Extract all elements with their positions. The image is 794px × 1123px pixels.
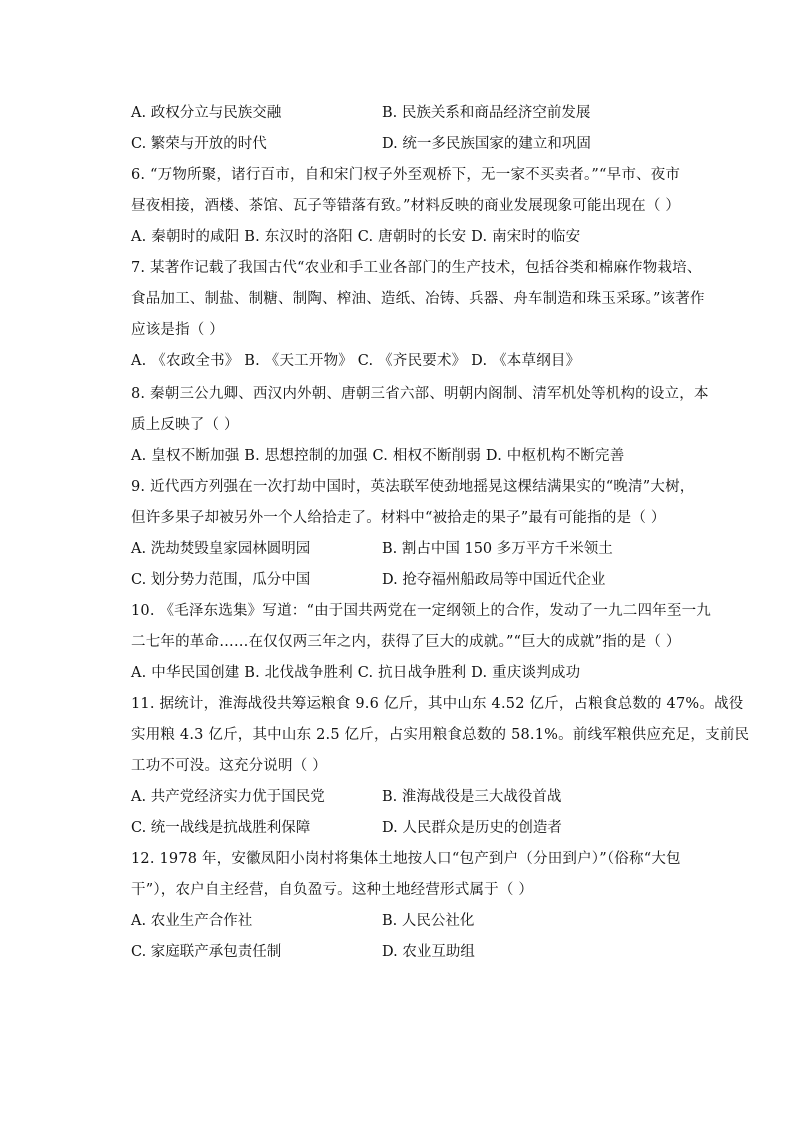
q9-option-c: C. 划分势力范围，瓜分中国 [131, 572, 311, 588]
q5-option-c: C. 繁荣与开放的时代 [131, 136, 267, 152]
q5-option-a: A. 政权分立与民族交融 [131, 105, 282, 121]
q10-stem-line1: 10. 《毛泽东选集》写道：“由于国共两党在一定纲领上的合作，发动了一九二四年至一九 [131, 603, 711, 619]
q5-option-d: D. 统一多民族国家的建立和巩固 [382, 136, 591, 152]
q6-stem-line2: 昼夜相接，酒楼、茶馆、瓦子等错落有致。”材料反映的商业发展现象可能出现在（ ） [131, 198, 681, 214]
q10-options: A. 中华民国创建 B. 北伐战争胜利 C. 抗日战争胜利 D. 重庆谈判成功 [131, 665, 581, 681]
q7-options: A. 《农政全书》 B. 《天工开物》 C. 《齐民要术》 D. 《本草纲目》 [131, 353, 581, 369]
q9-stem-line1: 9. 近代西方列强在一次打劫中国时，英法联军使劲地摇晃这棵结满果实的“晚清”大树， [131, 479, 695, 495]
q11-stem-line2: 实用粮 4.3 亿斤，其中山东 2.5 亿斤，占实用粮食总数的 58.1%。前线军粮供应充足，支前民 [131, 727, 750, 743]
q8-options: A. 皇权不断加强 B. 思想控制的加强 C. 相权不断削弱 D. 中枢机构不断完善 [131, 448, 625, 464]
q9-option-a: A. 洗劫焚毁皇家园林圆明园 [131, 541, 311, 557]
q7-stem-line2: 食品加工、制盐、制糖、制陶、榨油、造纸、冶铸、兵器、舟车制造和珠玉采琢。”该著作 [131, 291, 705, 307]
q11-option-b: B. 淮海战役是三大战役首战 [382, 789, 562, 805]
q9-option-d: D. 抢夺福州船政局等中国近代企业 [382, 572, 606, 588]
q6-options: A. 秦朝时的咸阳 B. 东汉时的洛阳 C. 唐朝时的长安 D. 南宋时的临安 [131, 229, 581, 245]
q12-stem-line1: 12. 1978 年，安徽凤阳小岗村将集体土地按人口“包产到户（分田到户）”（俗称“大包 [131, 851, 681, 867]
q11-option-c: C. 统一战线是抗战胜利保障 [131, 820, 311, 836]
q8-stem-line1: 8. 秦朝三公九卿、西汉内外朝、唐朝三省六部、明朝内阁制、清军机处等机构的设立，本 [131, 386, 709, 402]
q7-stem-line1: 7. 某著作记载了我国古代“农业和手工业各部门的生产技术，包括谷类和棉麻作物栽培、 [131, 260, 702, 276]
q11-stem-line3: 工功不可没。这充分说明（ ） [131, 758, 327, 774]
q10-stem-line2: 二七年的革命……在仅仅两三年之内，获得了巨大的成就。”“巨大的成就”指的是（ ） [131, 634, 681, 650]
q11-option-d: D. 人民群众是历史的创造者 [382, 820, 562, 836]
q6-stem-line1: 6. “万物所聚，诸行百市，自和宋门杈子外至观桥下，无一家不买卖者。”“早市、夜市 [131, 167, 681, 183]
q9-option-b: B. 割占中国 150 多万平方千米领土 [382, 541, 613, 557]
q5-option-b: B. 民族关系和商品经济空前发展 [382, 105, 591, 121]
q12-option-d: D. 农业互助组 [382, 944, 475, 960]
q8-stem-line2: 质上反映了（ ） [131, 417, 239, 433]
q11-stem-line1: 11. 据统计，淮海战役共筹运粮食 9.6 亿斤，其中山东 4.52 亿斤，占粮食总数的 47%。战役 [131, 696, 744, 712]
q7-stem-line3: 应该是指（ ） [131, 322, 225, 338]
q12-option-a: A. 农业生产合作社 [131, 913, 253, 929]
q12-stem-line2: 干”），农户自主经营，自负盈亏。这种土地经营形式属于（ ） [131, 882, 534, 898]
q12-option-c: C. 家庭联产承包责任制 [131, 944, 282, 960]
q9-stem-line2: 但许多果子却被另外一个人给拾走了。材料中“被拾走的果子”最有可能指的是（ ） [131, 510, 666, 526]
q11-option-a: A. 共产党经济实力优于国民党 [131, 789, 325, 805]
q12-option-b: B. 人民公社化 [382, 913, 475, 929]
